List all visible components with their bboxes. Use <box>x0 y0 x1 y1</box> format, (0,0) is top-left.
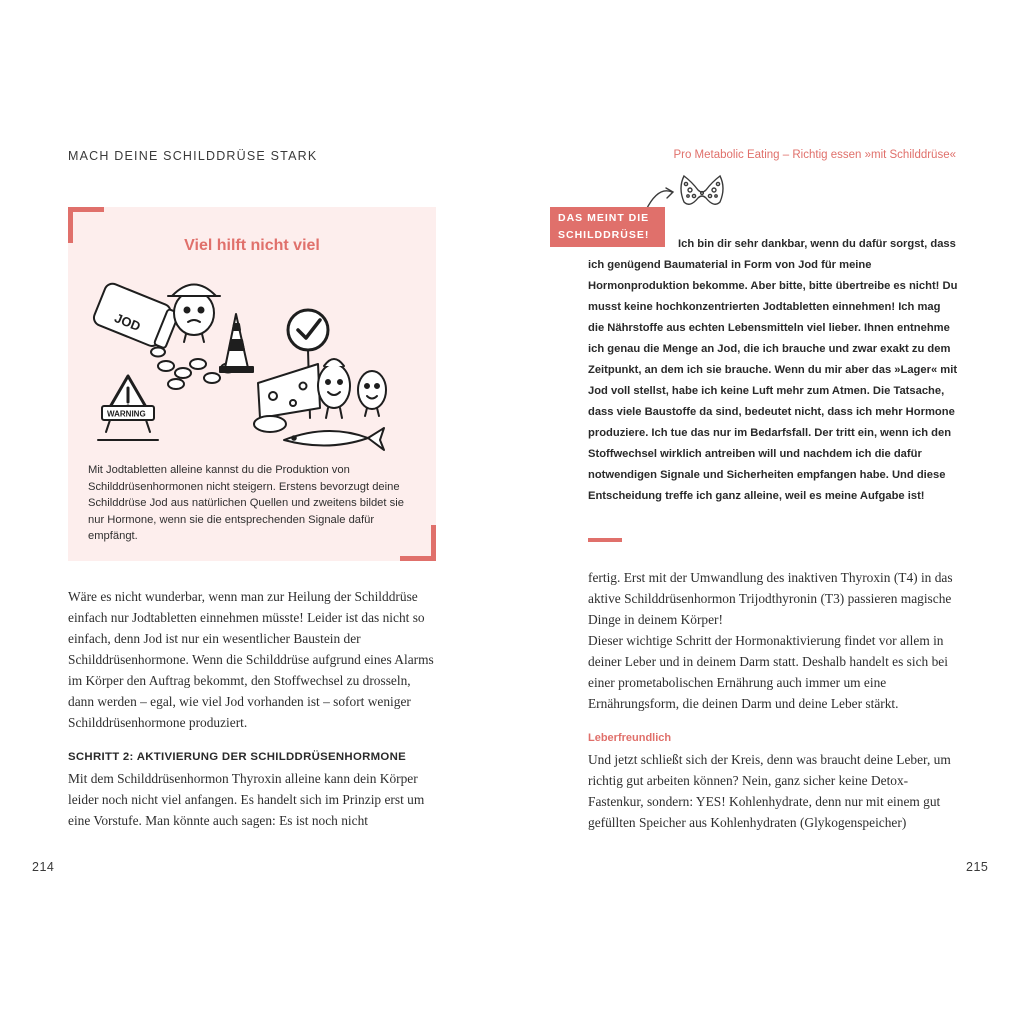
step-2-heading: SCHRITT 2: AKTIVIERUNG DER SCHILDDRÜSENHORMONE <box>68 751 407 763</box>
speech-text: Ich bin dir sehr dankbar, wenn du dafür sorgst, dass ich genügend Baumaterial in Form von Jod für meine Hormonproduktion bekomme. Aber bitte, bitte übertreibe es nicht! Du musst keine hochkonzentrierten Jodtabletten einnehmen! Ich mag die Nährstoffe aus echten Lebensmitteln viel lieber. Ihnen entnehme ich genau die Menge an Jod, die ich brauche und zwar exakt zu dem Zeitpunkt, an dem ich sie brauche. Wenn du mir aber das »Lager« mit Jod voll stellst, habe ich keine Luft mehr zum Atmen. Die Tatsache, dass viele Baustoffe da sind, bedeutet nicht, dass ich mehr Hormone produziere. Ich tue das nur im Bedarfsfall. Der tritt ein, wenn ich den Stoffwechsel wirklich antreiben will und nachdem ich die dafür notwendigen Signale und Sicherheiten empfangen habe. Und diese Entscheidung treffe ich ganz alleine, weil es meine Aufgabe ist! <box>588 238 958 502</box>
speech-end-rule <box>588 538 622 542</box>
happy-characters-icon <box>318 359 386 418</box>
iodine-jar-icon <box>92 281 181 351</box>
left-paragraph-1: Wäre es nicht wunderbar, wenn man zur Heilung der Schilddrüse einfach nur Jodtabletten einnehmen müsste! Leider ist das nicht so einfach, denn Jod ist nur ein wesentlicher Baustein der Schilddrüsenhormone. Wenn die Schilddrüse aufgrund eines Alarms im Körper den Auftrag bekommt, den Stoffwechsel zu drosseln, dann werden – egal, wie viel Jod vorhanden ist – sofort weniger Schilddrüsenhormone produziert. <box>68 589 434 730</box>
thyroid-speech-text <box>588 234 958 507</box>
iodine-illustration <box>88 268 388 458</box>
right-paragraph-1: fertig. Erst mit der Umwandlung des inaktiven Thyroxin (T4) in das aktive Schilddrüsenhormon Trijodthyronin (T3) passieren magische Dinge in deinem Körper! <box>588 570 953 627</box>
info-box-title: Viel hilft nicht viel <box>184 237 320 254</box>
page-number-right: 215 <box>966 860 989 874</box>
badge-line-2: SCHILDDRÜSE! <box>558 229 650 241</box>
running-header-right: Pro Metabolic Eating – Richtig essen »mit Schilddrüse« <box>673 149 956 161</box>
fish-icon <box>284 428 384 450</box>
right-paragraph-2: Dieser wichtige Schritt der Hormonaktivierung findet vor allem in deiner Leber und in deinem Darm statt. Deshalb handelt es sich bei einer prometabolischen Ernährung auch immer um eine Ernährungsform, die deinen Darm und deine Leber stärkt. <box>588 633 948 711</box>
traffic-cone-icon <box>220 314 253 372</box>
mussel-icon <box>254 416 286 432</box>
cheese-icon <box>258 364 320 418</box>
right-column <box>588 567 956 833</box>
warning-label: WARNING <box>107 409 146 419</box>
badge-line-1: DAS MEINT DIE <box>558 212 650 224</box>
worker-character-icon <box>168 285 220 343</box>
left-column <box>68 586 438 831</box>
info-box-text: Mit Jodtabletten alleine kannst du die Produktion von Schilddrüsenhormonen nicht steigern. Erstens bevorzugt deine Schilddrüse Jod aus natürlichen Quellen und zweitens bildet sie nur Hormone, wenn sie die entsprechenden Signale dafür empfängt. <box>88 464 404 543</box>
liver-heading: Leberfreundlich <box>588 732 672 744</box>
page-number-left: 214 <box>32 860 55 874</box>
jar-label: JOD <box>112 310 143 335</box>
warning-sign-icon <box>102 376 154 432</box>
left-paragraph-2: Mit dem Schilddrüsenhormon Thyroxin alleine kann dein Körper leider noch nicht viel anfangen. Es handelt sich im Prinzip erst um eine Vorstufe. Man könnte auch sagen: Es ist noch nicht <box>68 771 425 828</box>
running-header-left: MACH DEINE SCHILDDRÜSE STARK <box>68 149 318 163</box>
right-paragraph-3: Und jetzt schließt sich der Kreis, denn was braucht deine Leber, um richtig gut arbeiten können? Nein, ganz sicher keine Detox-Fastenkur, sondern: YES! Kohlenhydrate, denn nur mit einem gut gefüllten Speicher aus Kohlenhydraten (Glykogenspeicher) <box>588 752 951 830</box>
